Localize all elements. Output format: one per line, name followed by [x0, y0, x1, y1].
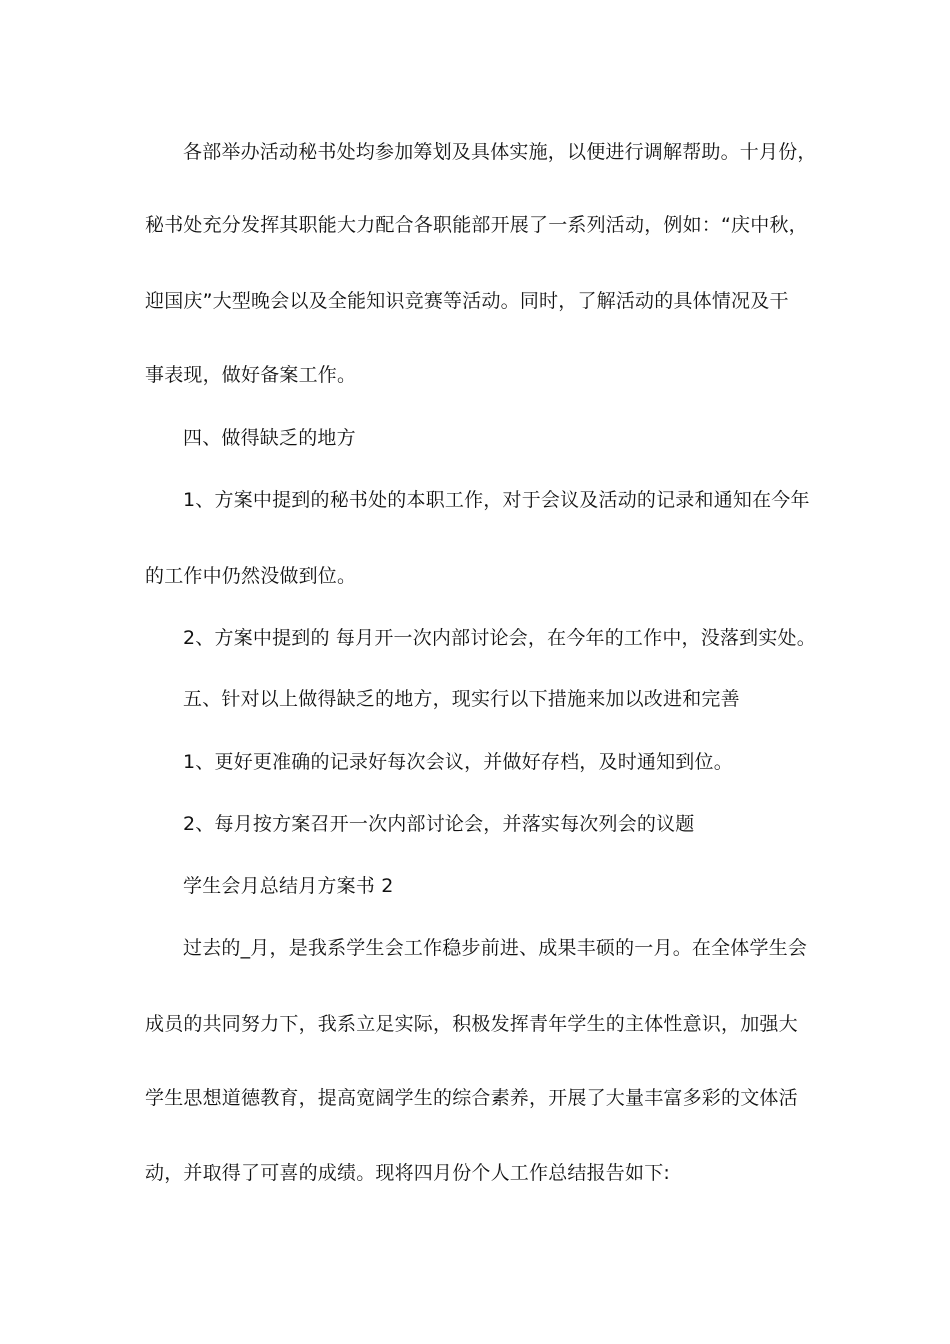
- paragraph-line: 学生思想道德教育，提高宽阔学生的综合素养，开展了大量丰富多彩的文体活: [145, 1087, 798, 1109]
- list-item: 1、方案中提到的秘书处的本职工作，对于会议及活动的记录和通知在今年: [183, 489, 810, 511]
- paragraph-line: 迎国庆”大型晚会以及全能知识竞赛等活动。同时，了解活动的具体情况及干: [145, 290, 789, 312]
- paragraph-line: 事表现，做好备案工作。: [145, 364, 357, 386]
- paragraph-line: 各部举办活动秘书处均参加筹划及具体实施，以便进行调解帮助。十月份，: [183, 141, 817, 163]
- section-heading: 四、做得缺乏的地方: [183, 427, 356, 449]
- document-subtitle: 学生会月总结月方案书 2: [183, 875, 394, 897]
- list-item: 1、更好更准确的记录好每次会议，并做好存档，及时通知到位。: [183, 751, 733, 773]
- paragraph-line: 过去的_月，是我系学生会工作稳步前进、成果丰硕的一月。在全体学生会: [183, 937, 808, 959]
- paragraph-line: 成员的共同努力下，我系立足实际，积极发挥青年学生的主体性意识，加强大: [145, 1013, 798, 1035]
- list-item: 2、每月按方案召开一次内部讨论会，并落实每次列会的议题: [183, 813, 695, 835]
- section-heading: 五、针对以上做得缺乏的地方，现实行以下措施来加以改进和完善: [183, 688, 740, 710]
- list-item: 2、方案中提到的 每月开一次内部讨论会，在今年的工作中，没落到实处。: [183, 627, 816, 649]
- paragraph-line: 的工作中仍然没做到位。: [145, 565, 357, 587]
- paragraph-line: 动，并取得了可喜的成绩。现将四月份个人工作总结报告如下:: [145, 1162, 671, 1184]
- paragraph-line: 秘书处充分发挥其职能大力配合各职能部开展了一系列活动，例如：“庆中秋，: [145, 214, 808, 236]
